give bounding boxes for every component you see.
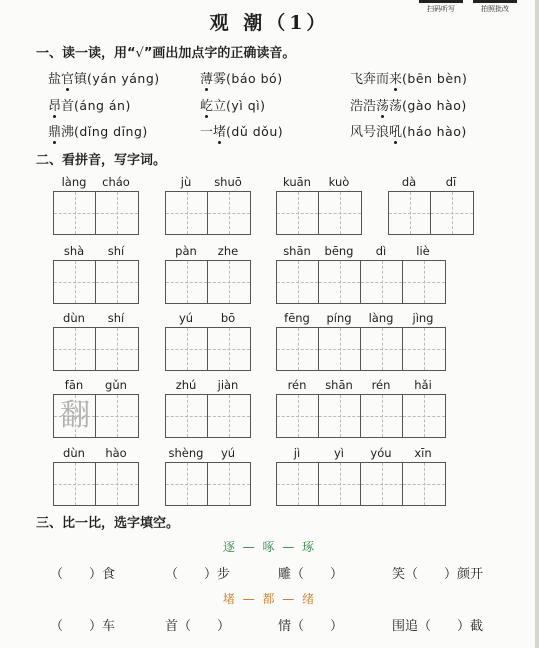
pinyin-options: (báo bó) — [226, 71, 283, 86]
dotted-character: 昂 — [48, 95, 61, 114]
character-box[interactable] — [54, 328, 96, 370]
pinyin-syllable: shí — [107, 244, 125, 258]
character-boxes — [276, 191, 362, 235]
word-prefix: 盐 — [48, 72, 62, 87]
pinyin-row — [165, 446, 249, 460]
character-box[interactable] — [166, 261, 208, 303]
pinyin-syllable: yú — [220, 446, 236, 460]
pinyin-syllable: làng — [368, 311, 394, 325]
character-box[interactable] — [208, 463, 250, 505]
fill-blank-item[interactable]: 雕（ ） — [278, 567, 344, 582]
pinyin-row — [165, 311, 249, 325]
pinyin-syllable: shān — [283, 244, 311, 258]
pinyin-syllable: shí — [107, 311, 125, 325]
pinyin-syllable: shān — [325, 378, 353, 392]
fill-blank-item[interactable]: （ ）食 — [50, 567, 116, 582]
character-boxes — [165, 191, 251, 235]
word-suffix: 荡 — [389, 99, 403, 114]
character-boxes — [388, 191, 474, 235]
section1-heading-end: ”画出加点字的正确读音。 — [143, 46, 296, 61]
reading-item[interactable] — [200, 68, 283, 87]
pinyin-syllable: fān — [64, 378, 84, 392]
character-box[interactable] — [319, 328, 361, 370]
choice-set-2: 堵 — 都 — 绪 — [222, 592, 317, 606]
dotted-character: 吼 — [389, 121, 402, 140]
character-box[interactable] — [277, 328, 319, 370]
reading-item[interactable] — [350, 68, 467, 87]
pinyin-syllable: làng — [61, 175, 87, 189]
character-boxes — [276, 394, 446, 438]
reading-item[interactable] — [200, 95, 266, 114]
pinyin-syllable: jì — [293, 446, 301, 460]
word-prefix: 风号浪 — [350, 125, 390, 140]
character-boxes — [165, 394, 251, 438]
dotted-character: 来 — [389, 68, 402, 87]
pinyin-row — [276, 175, 360, 189]
character-box[interactable] — [208, 328, 250, 370]
word-suffix: 立 — [213, 99, 227, 114]
word-prefix: 浩浩 — [350, 99, 377, 114]
pinyin-syllable: fēng — [284, 311, 310, 325]
character-box[interactable] — [277, 463, 319, 505]
pinyin-syllable: yì — [333, 446, 344, 460]
character-box[interactable] — [54, 192, 96, 234]
word-prefix: 飞奔而 — [350, 72, 390, 87]
pinyin-syllable: gǔn — [105, 378, 127, 392]
section1-heading — [36, 42, 295, 61]
character-box[interactable] — [319, 261, 361, 303]
pinyin-row — [53, 244, 137, 258]
pinyin-row — [165, 244, 249, 258]
pinyin-syllable: bō — [220, 311, 236, 325]
character-box[interactable] — [54, 261, 96, 303]
reading-item[interactable] — [200, 121, 283, 140]
pinyin-syllable: hào — [105, 446, 127, 460]
character-box[interactable] — [403, 328, 445, 370]
character-boxes — [276, 462, 446, 506]
fill-blank-item[interactable]: 围追（ ）截 — [392, 619, 484, 634]
pinyin-syllable: dī — [445, 175, 457, 189]
section2-heading: 二、看拼音，写字词。 — [36, 153, 167, 168]
fill-blank-item[interactable]: 首（ ） — [165, 619, 231, 634]
pinyin-syllable: zhe — [217, 244, 239, 258]
reading-item[interactable] — [350, 121, 467, 140]
pinyin-syllable: dà — [401, 175, 417, 189]
pinyin-syllable: kuān — [283, 175, 311, 189]
word-prefix: 一 — [200, 125, 214, 140]
pinyin-row — [53, 446, 137, 460]
photo-grading-button[interactable]: 拍照批改 — [473, 0, 517, 17]
character-box[interactable] — [277, 395, 319, 437]
fill-blank-item[interactable]: 笑（ ）颜开 — [392, 567, 484, 582]
sample-character: 翻 — [60, 398, 90, 433]
character-boxes — [276, 327, 446, 371]
pinyin-syllable: xīn — [414, 446, 432, 460]
pinyin-syllable: cháo — [102, 175, 130, 189]
character-box[interactable] — [208, 192, 250, 234]
pinyin-syllable: jù — [180, 175, 192, 189]
character-box[interactable] — [277, 261, 319, 303]
character-box[interactable] — [208, 261, 250, 303]
pinyin-syllable: rén — [371, 378, 391, 392]
pinyin-syllable: kuò — [328, 175, 350, 189]
pinyin-row — [53, 378, 137, 392]
pinyin-syllable: shà — [63, 244, 85, 258]
fill-blank-item[interactable]: 情（ ） — [278, 619, 344, 634]
dotted-character: 薄 — [200, 68, 213, 87]
pinyin-syllable: pàn — [175, 244, 197, 258]
character-boxes — [53, 191, 139, 235]
pinyin-options: (dǔ dǒu) — [226, 124, 284, 139]
pinyin-syllable: shuō — [214, 175, 242, 189]
character-box[interactable] — [319, 463, 361, 505]
reading-item[interactable] — [350, 95, 467, 114]
character-boxes — [53, 394, 139, 438]
pinyin-row — [53, 311, 137, 325]
page-title: 观 潮（1） — [209, 12, 330, 34]
character-box[interactable] — [403, 395, 445, 437]
choice-set-1: 逐 — 啄 — 琢 — [222, 540, 317, 554]
reading-item[interactable] — [48, 95, 131, 114]
character-box[interactable] — [389, 192, 431, 234]
section1-heading-start: 一、读一读，用“ — [36, 46, 136, 61]
pinyin-options: (yán yáng) — [87, 71, 160, 86]
character-box[interactable] — [431, 192, 473, 234]
pinyin-syllable: zhú — [175, 378, 197, 392]
fill-blank-item[interactable]: （ ）车 — [50, 619, 116, 634]
character-boxes — [276, 260, 446, 304]
pinyin-row — [276, 244, 444, 258]
pinyin-row — [276, 446, 444, 460]
pinyin-syllable: yú — [178, 311, 194, 325]
pinyin-syllable: dùn — [63, 446, 85, 460]
pinyin-row — [165, 175, 249, 189]
pinyin-options: (yì qì) — [226, 98, 266, 113]
pinyin-syllable: bēng — [324, 244, 354, 258]
character-box[interactable] — [166, 395, 208, 437]
pinyin-syllable: liè — [416, 244, 430, 258]
character-box[interactable] — [54, 463, 96, 505]
word-suffix: 沸 — [61, 125, 75, 140]
character-boxes — [165, 260, 251, 304]
scan-dictation-button[interactable]: 扫码听写 — [419, 0, 463, 17]
character-boxes — [53, 327, 139, 371]
pinyin-row — [53, 175, 137, 189]
fill-blank-item[interactable]: （ ）步 — [165, 567, 231, 582]
pinyin-options: (bēn bèn) — [402, 71, 468, 86]
pinyin-options: (dǐng dīng) — [74, 124, 148, 139]
pinyin-syllable: dùn — [63, 311, 85, 325]
word-suffix: 首 — [61, 99, 75, 114]
character-box[interactable] — [319, 395, 361, 437]
pinyin-syllable: rén — [287, 378, 307, 392]
dotted-character: 堵 — [213, 121, 226, 140]
character-box[interactable] — [96, 192, 138, 234]
character-box[interactable] — [96, 463, 138, 505]
word-suffix: 雾 — [213, 72, 227, 87]
character-boxes — [165, 327, 251, 371]
pinyin-syllable: hǎi — [414, 378, 432, 392]
character-box[interactable] — [208, 395, 250, 437]
pinyin-row — [276, 378, 444, 392]
character-box[interactable] — [361, 395, 403, 437]
dotted-character: 鼎 — [48, 121, 61, 140]
character-box[interactable] — [96, 395, 138, 437]
pinyin-row — [165, 378, 249, 392]
pinyin-row — [276, 311, 444, 325]
character-boxes — [53, 260, 139, 304]
character-box[interactable] — [277, 192, 319, 234]
character-box[interactable] — [96, 261, 138, 303]
pinyin-options: (háo hào) — [402, 124, 467, 139]
dotted-character: 官 — [61, 68, 74, 87]
pinyin-options: (gào hào) — [402, 98, 467, 113]
reading-item[interactable] — [48, 121, 148, 140]
character-box[interactable] — [166, 328, 208, 370]
pinyin-row — [388, 175, 472, 189]
character-box[interactable] — [361, 328, 403, 370]
section3-heading: 三、比一比，选字填空。 — [36, 516, 180, 531]
word-suffix: 镇 — [74, 72, 88, 87]
character-box[interactable] — [403, 463, 445, 505]
character-box[interactable] — [361, 261, 403, 303]
dotted-character: 屹 — [200, 95, 213, 114]
character-box[interactable] — [166, 463, 208, 505]
pinyin-syllable: jìng — [412, 311, 434, 325]
pinyin-syllable: píng — [326, 311, 352, 325]
pinyin-options: (áng án) — [74, 98, 131, 113]
character-boxes — [53, 462, 139, 506]
check-mark-icon: √ — [135, 46, 144, 61]
reading-item[interactable] — [48, 68, 160, 87]
character-box[interactable] — [54, 395, 96, 437]
character-boxes — [165, 462, 251, 506]
character-box[interactable] — [403, 261, 445, 303]
pinyin-syllable: yóu — [370, 446, 392, 460]
character-box[interactable] — [361, 463, 403, 505]
pinyin-syllable: shèng — [168, 446, 204, 460]
character-box[interactable] — [166, 192, 208, 234]
character-box[interactable] — [96, 328, 138, 370]
pinyin-syllable: jiàn — [217, 378, 239, 392]
character-box[interactable] — [319, 192, 361, 234]
pinyin-syllable: dì — [375, 244, 387, 258]
dotted-character: 荡 — [376, 95, 389, 114]
